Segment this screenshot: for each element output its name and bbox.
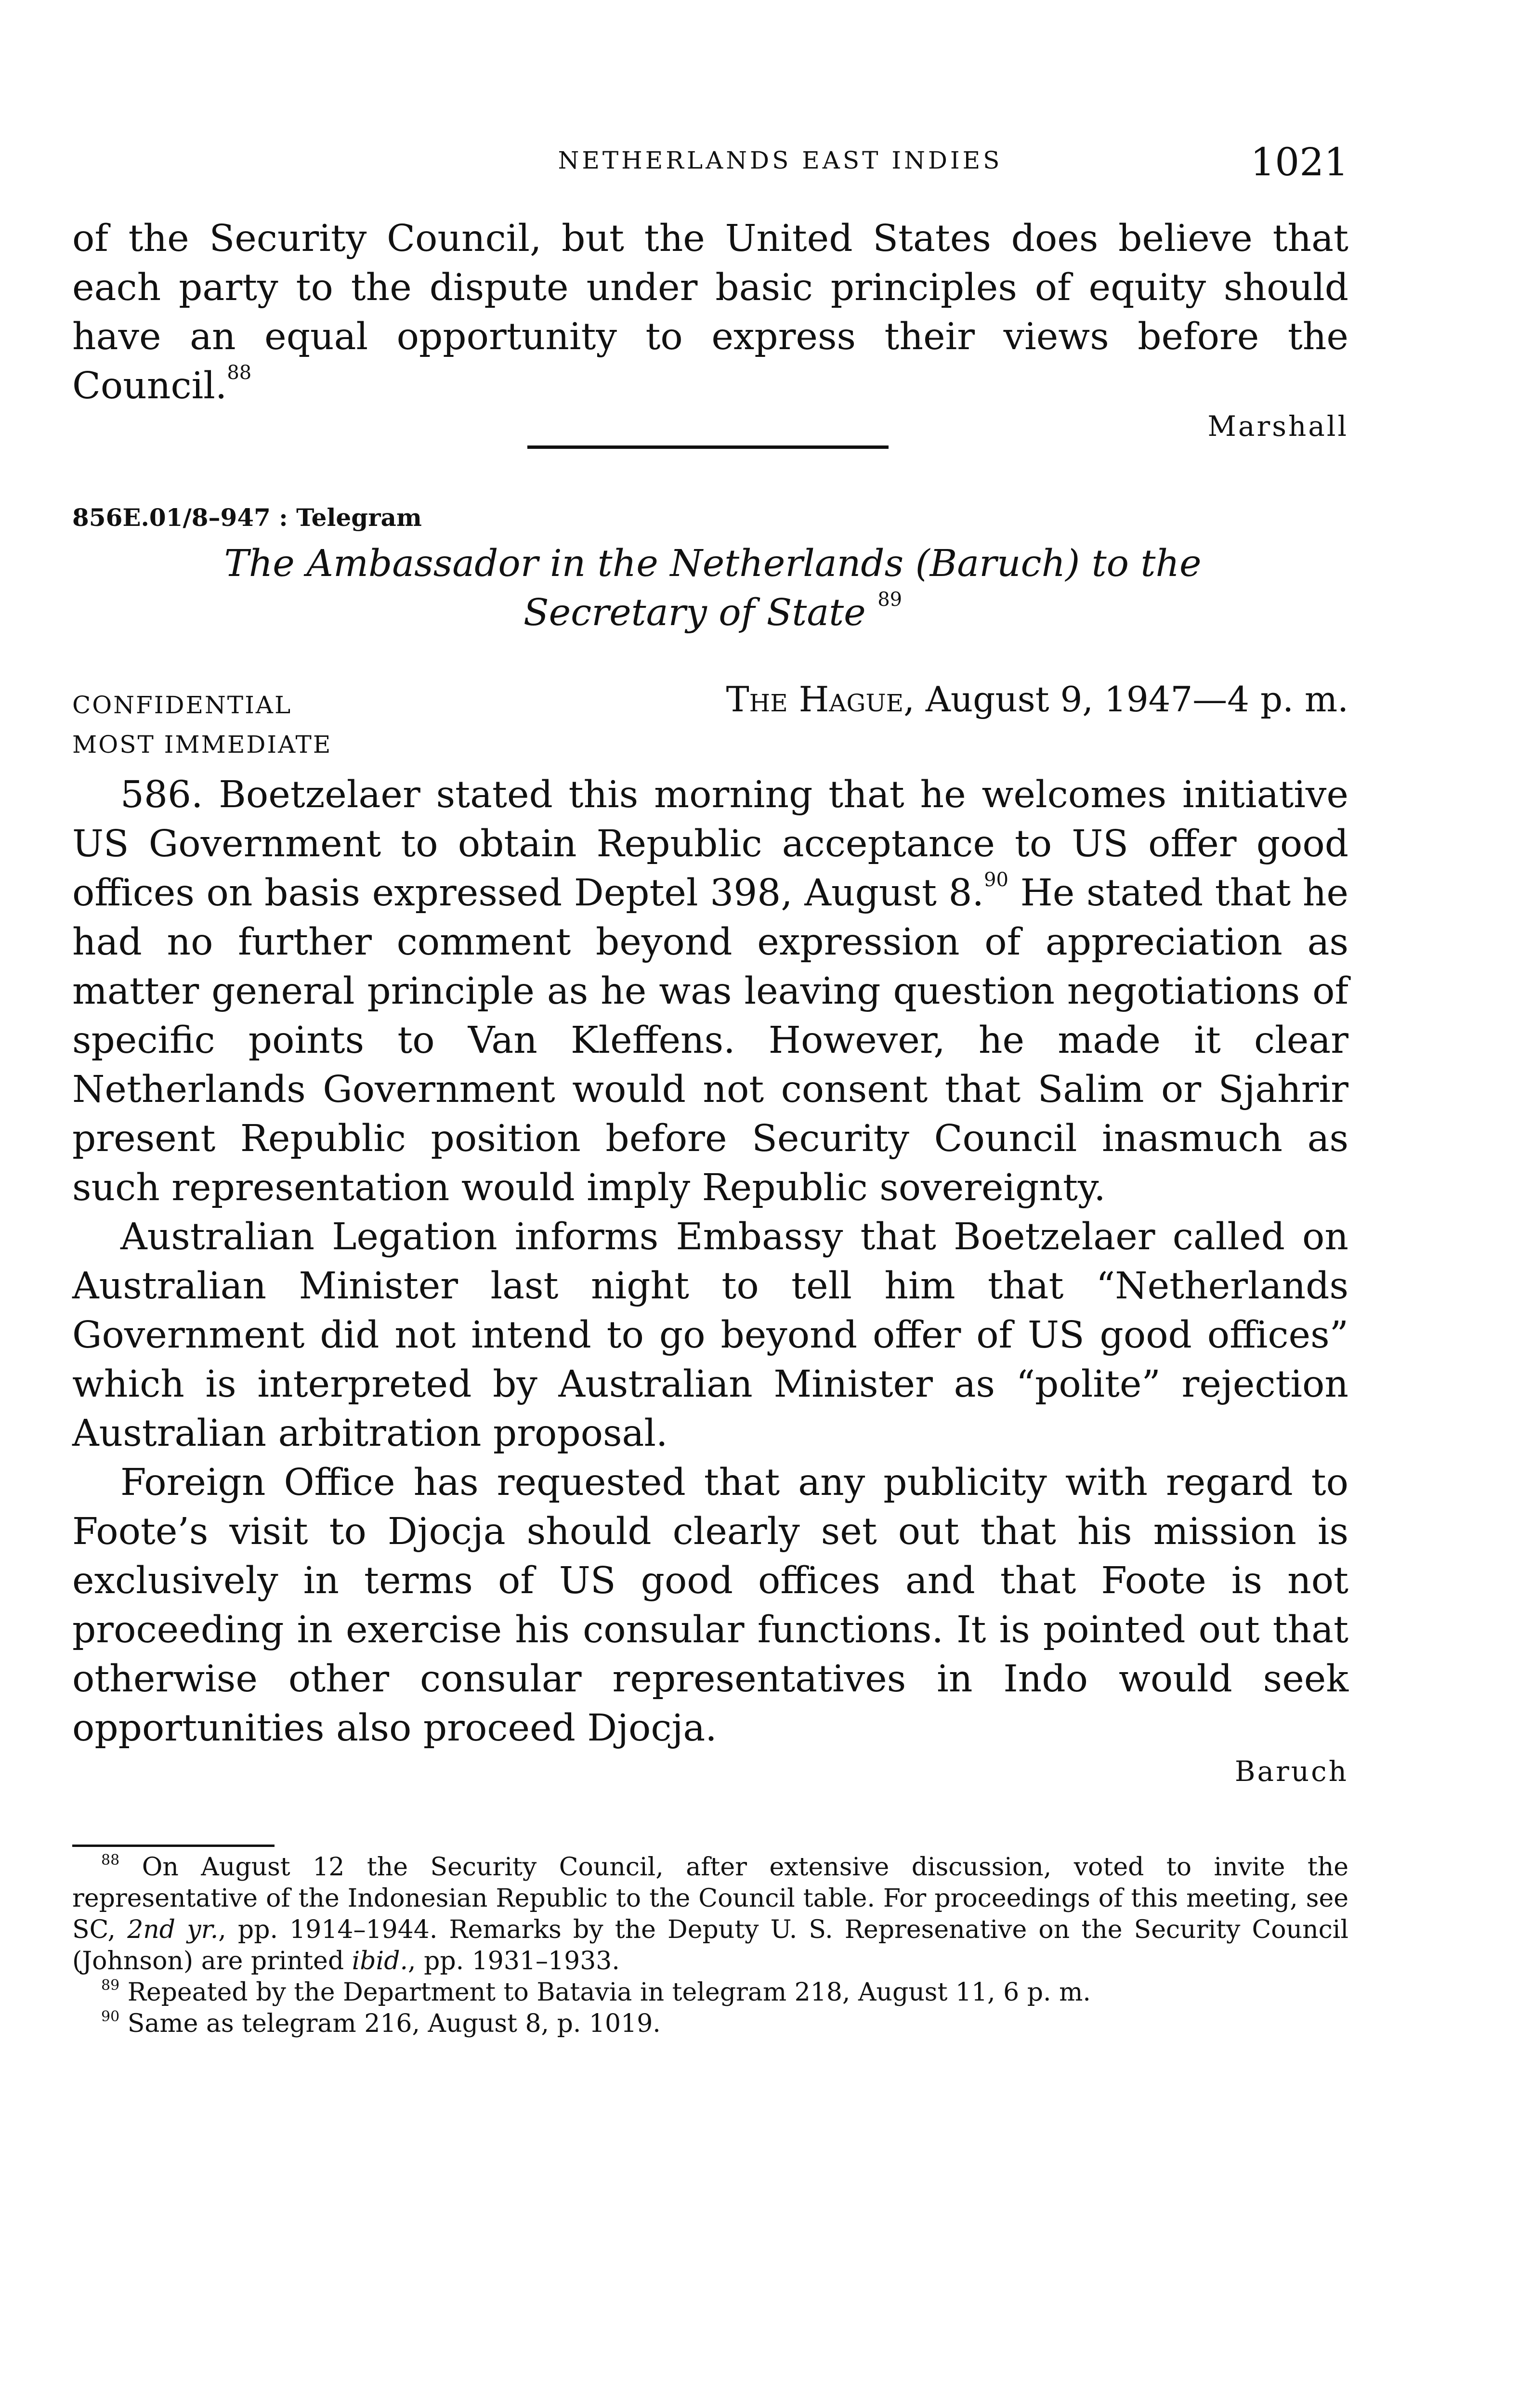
dateline-place: The Hague [726,679,904,720]
continuation-block [72,214,1348,443]
title-line-1: The Ambassador in the Netherlands (Baruch) to the [224,542,1202,585]
telegram-body [72,771,1348,1788]
dateline-date: , August 9, 1947—4 p. m. [903,679,1348,720]
footnote-ref-90: 90 [984,869,1008,891]
paragraph-3: Foreign Office has requested that any publicity with regard to Foote’s visit to Djocja should clearly set out that his mission is exclusively in terms of US good offices and that Foote is not proceeding in exercise his consular functions. It is pointed out that otherwise other consular representatives in Indo would seek opportunities also proceed Djocja. [72,1461,1348,1750]
footnote-ref-89: 89 [877,589,903,611]
signature-marshall: Marshall [1207,410,1348,443]
footnote-88: $^{88}$ On August 12 the Security Council, after extensive discussion, voted to invite the representative of the Indonesian Republic to the Council table. For proceedings of this meeting, see SC, 2nd yr., pp. 1914–1944. Remarks by the Deputy U. S. Represenative on the Security Council (Johnson) are printed ibid., pp. 1931–1933. [72,1852,1349,1976]
page-header [72,140,1348,193]
paragraph-1: 586. Boetzelaer stated this morning that he welcomes initiative US Government to obtain Republic acceptance to US offer good offices on basis expressed Deptel 398, August 8.90 He stated that he had no further comment beyond expression of appreciation as matter general principle as he was leaving question negotiations of specific points to Van Kleffens. However, he made it clear Netherlands Government would not consent that Salim or Sjahrir present Republic position before Security Council inasmuch as such representation would imply Republic sovereignty. [72,773,1348,1209]
running-head: NETHERLANDS EAST INDIES [558,146,1003,174]
signature-baruch: Baruch [1234,1755,1348,1788]
classification-most-immediate: MOST IMMEDIATE [72,731,332,759]
footnotes [72,1852,1348,2040]
continuation-paragraph: of the Security Council, but the United States does believe that each party to the dispute under basic principles of equity should have an equal opportunity to express their views before the Council.$^{88}$ [72,217,1348,407]
section-divider [527,445,889,449]
footnote-number: 88 [101,1852,120,1869]
page-number: 1021 [1250,140,1348,184]
footnote-divider [72,1845,275,1847]
document-title [183,539,1243,638]
dateline [726,679,1348,720]
footnote-89: $^{89}$ Repeated by the Department to Batavia in telegram 218, August 11, 6 p. m. [101,1977,1091,2007]
title-line-2: Secretary of State $^{89}$ [523,589,903,634]
footnote-number: 89 [101,1977,120,1994]
footnote-90: $^{90}$ Same as telegram 216, August 8, p. 1019. [101,2008,661,2038]
file-reference: 856E.01/8–947 : Telegram [72,503,422,532]
footnote-ref-88: 88 [227,362,252,384]
classification-confidential: CONFIDENTIAL [72,691,292,719]
paragraph-2: Australian Legation informs Embassy that Boetzelaer called on Australian Minister last night to tell him that “Netherlands Government did not intend to go beyond offer of US good offices” which is interpreted by Australian Minister as “polite” rejection Australian arbitration proposal. [72,1216,1348,1455]
footnote-number: 90 [101,2008,120,2025]
